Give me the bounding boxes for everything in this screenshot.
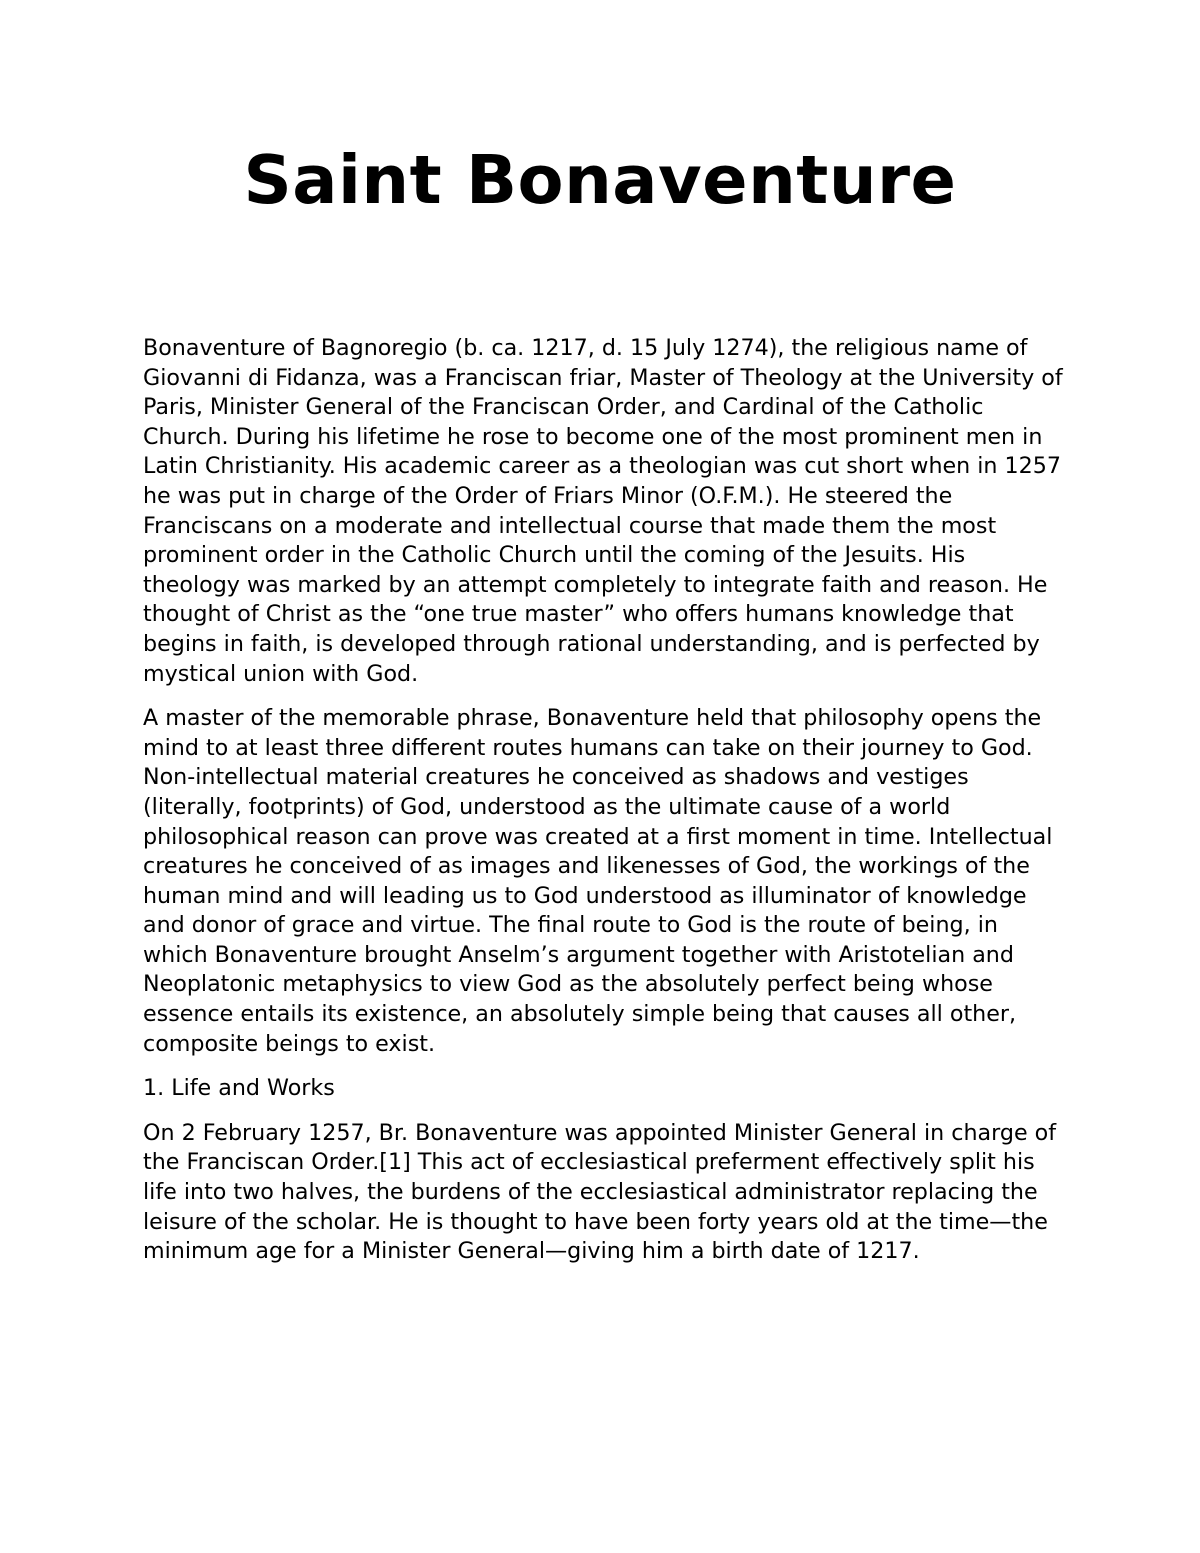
paragraph-intro: Bonaventure of Bagnoregio (b. ca. 1217, d. 15 July 1274), the religious name of Giovanni di Fidanza, was a Franciscan friar, Master of Theology at the University of Paris, Minister General of the Franciscan Order, and Cardinal of the Catholic Church. During his lifetime he rose to become one of the most prominent men in Latin Christianity. His academic career as a theologian was cut short when in 1257 he was put in charge of the Order of Friars Minor (O.F.M.). He steered the Franciscans on a moderate and intellectual course that made them the most prominent order in the Catholic Church until the coming of the Jesuits. His theology was marked by an attempt completely to integrate faith and reason. He thought of Christ as the “one true master” who offers humans knowledge that begins in faith, is developed through rational understanding, and is perfected by mystical union with God.: [143, 335, 1063, 687]
page-title: Saint Bonaventure: [243, 141, 957, 219]
paragraph-routes: A master of the memorable phrase, Bonaventure held that philosophy opens the mind to at least three different routes humans can take on their journey to God. Non-intellectual material creatures he conceived as shadows and vestiges (literally, footprints) of God, understood as the ultimate cause of a world philosophical reason can prove was created at a first moment in time. Intellectual creatures he conceived of as images and likenesses of God, the workings of the human mind and will leading us to God understood as illuminator of knowledge and donor of grace and virtue. The final route to God is the route of being, in which Bonaventure brought Anselm’s argument together with Aristotelian and Neoplatonic metaphysics to view God as the absolutely perfect being whose essence entails its existence, an absolutely simple being that causes all other, composite beings to exist.: [143, 705, 1053, 1057]
document-body: [143, 334, 1063, 1282]
section-heading: 1. Life and Works: [143, 1075, 335, 1102]
paragraph-life-and-works: On 2 February 1257, Br. Bonaventure was appointed Minister General in charge of the Franciscan Order.[1] This act of ecclesiastical preferment effectively split his life into two halves, the burdens of the ecclesiastical administrator replacing the leisure of the scholar. He is thought to have been forty years old at the time—the minimum age for a Minister General—giving him a birth date of 1217.: [143, 1119, 1057, 1265]
